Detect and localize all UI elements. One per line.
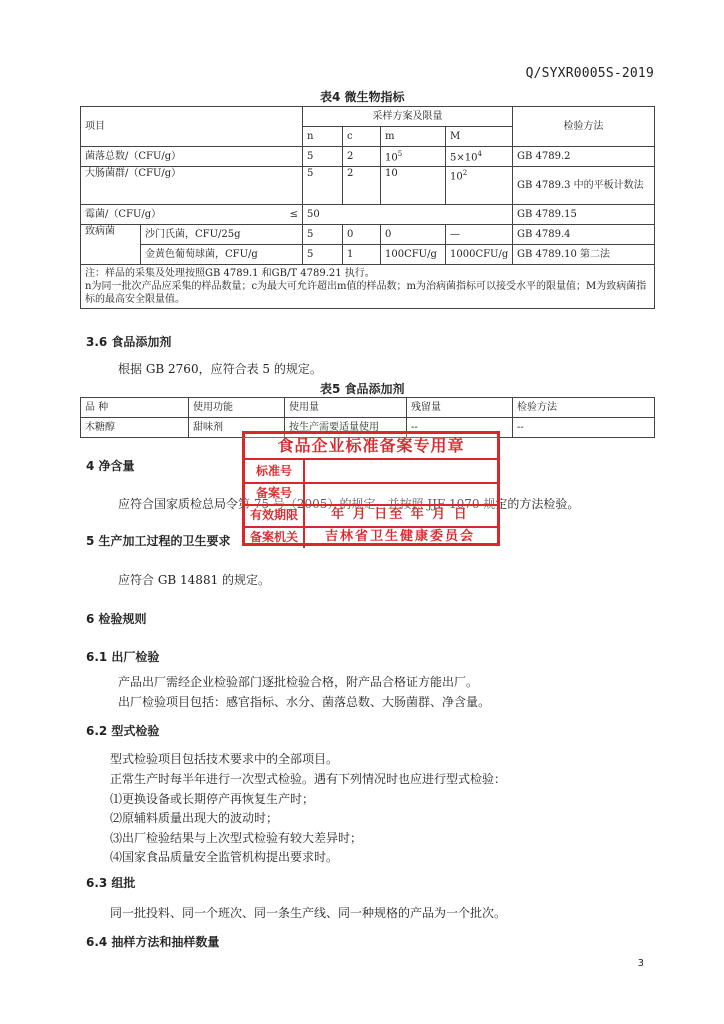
section-title: 6.1 出厂检验	[86, 650, 160, 664]
head-M: M	[446, 127, 513, 147]
table-row	[81, 205, 655, 225]
head-method: 检验方法	[513, 398, 655, 418]
row-method: GB 4789.4	[513, 225, 655, 245]
row-M-exp: 4	[477, 150, 482, 159]
paragraph: 型式检验项目包括技术要求中的全部项目。	[110, 752, 339, 766]
row-M: —	[446, 225, 513, 245]
row-c: 1	[343, 245, 381, 265]
stamp-title: 食品企业标准备案专用章	[245, 434, 497, 460]
stamp-value: 吉林省卫生健康委员会	[324, 529, 475, 544]
list-item: ⑵原辅料质量出现大的波动时；	[110, 811, 279, 825]
list-item: ⑷国家食品质量安全监管机构提出要求时。	[110, 850, 339, 864]
section-title: 3.6 食品添加剂	[86, 335, 172, 349]
stamp-row	[245, 460, 497, 484]
list-item: ⑴更换设备或长期停产再恢复生产时；	[110, 792, 315, 806]
row-M	[446, 147, 513, 167]
row-M: 1000CFU/g	[446, 245, 513, 265]
row-item: 沙门氏菌，CFU/25g	[141, 225, 303, 245]
section-title: 5 生产加工过程的卫生要求	[86, 534, 231, 548]
head-n: n	[303, 127, 343, 147]
paragraph: 同一批投料、同一个班次、同一条生产线、同一种规格的产品为一个批次。	[110, 906, 507, 920]
section-title: 6.4 抽样方法和抽样数量	[86, 935, 220, 949]
list-item: ⑶出厂检验结果与上次型式检验有较大差异时；	[110, 831, 363, 845]
stamp-key: 备案号	[245, 482, 305, 504]
row-c: 2	[343, 167, 381, 205]
row-n: 5	[303, 167, 343, 205]
row-M-base: 5×10	[450, 152, 478, 164]
head-test-method: 检验方法	[513, 107, 655, 147]
row-limit: 50	[303, 205, 513, 225]
head-function: 使用功能	[189, 398, 285, 418]
row-method: GB 4789.15	[513, 205, 655, 225]
row-item: 菌落总数/（CFU/g）	[81, 147, 303, 167]
paragraph: 应符合国家质检总局令第 75 号（2005）的规定，并按照 JJF 1070 规定的方法检验。	[118, 497, 580, 511]
paragraph: 出厂检验项目包括：感官指标、水分、菌落总数、大肠菌群、净含量。	[118, 695, 491, 709]
cell-variety: 木糖醇	[81, 418, 189, 438]
row-item: 金黄色葡萄球菌，CFU/g	[141, 245, 303, 265]
head-residue: 残留量	[407, 398, 513, 418]
document-id: Q/SYXR0005S-2019	[525, 66, 654, 81]
row-item: 大肠菌群/（CFU/g）	[81, 167, 303, 205]
row-m-base: 10	[385, 152, 398, 164]
row-M-exp: 2	[462, 169, 468, 177]
table-row	[81, 167, 655, 205]
stamp-value	[307, 482, 493, 504]
row-item-label: 霉菌/（CFU/g）	[85, 209, 162, 220]
row-m: 10	[381, 167, 446, 205]
row-M-base: 10	[450, 171, 463, 183]
note-line: 注：样品的采集及处理按照GB 4789.1 和GB/T 4789.21 执行。	[85, 268, 375, 279]
table5-caption: 表5 食品添加剂	[320, 382, 405, 396]
row-n: 5	[303, 147, 343, 167]
cell-method: --	[513, 418, 655, 438]
page-number: 3	[637, 958, 644, 969]
paragraph: 正常生产时每半年进行一次型式检验。遇有下列情况时也应进行型式检验：	[110, 772, 507, 786]
table-row	[81, 225, 655, 245]
row-method: GB 4789.2	[513, 147, 655, 167]
head-m: m	[381, 127, 446, 147]
stamp-value	[307, 460, 493, 482]
table4-caption: 表4 微生物指标	[320, 90, 405, 104]
stamp-key: 有效期限	[245, 504, 305, 526]
record-stamp	[242, 431, 500, 546]
row-item	[81, 205, 303, 225]
table-row	[81, 245, 655, 265]
note-line: n为同一批次产品应采集的样品数量；c为最大可允许超出m值的样品数；m为治病菌指标可以接受水平的限量值；M为致病菌指标的最高安全限量值。	[85, 281, 647, 305]
table-note	[81, 265, 655, 309]
row-m	[381, 147, 446, 167]
row-group: 致病菌	[81, 225, 141, 265]
head-c: c	[343, 127, 381, 147]
row-le-symbol: ≤	[289, 209, 298, 220]
stamp-row	[245, 526, 497, 548]
cell-residue: --	[407, 418, 513, 438]
section-title: 4 净含量	[86, 459, 135, 473]
paragraph: 根据 GB 2760，应符合表 5 的规定。	[118, 362, 322, 376]
microbial-table	[80, 106, 655, 309]
row-method: GB 4789.10 第二法	[513, 245, 655, 265]
paragraph: 产品出厂需经企业检验部门逐批检验合格，附产品合格证方能出厂。	[118, 675, 479, 689]
row-n: 5	[303, 225, 343, 245]
cell-function: 甜味剂	[189, 418, 285, 438]
row-n: 5	[303, 245, 343, 265]
paragraph: 应符合 GB 14881 的规定。	[118, 573, 271, 587]
table-row	[81, 147, 655, 167]
row-method: GB 4789.3 中的平板计数法	[513, 167, 655, 205]
row-m-exp: 5	[397, 150, 403, 159]
head-dosage: 使用量	[285, 398, 407, 418]
head-variety: 品 种	[81, 398, 189, 418]
head-sampling-plan: 采样方案及限量	[303, 107, 513, 127]
stamp-value: 年 月 日至 年 月 日	[331, 507, 469, 522]
section-title: 6 检验规则	[86, 612, 147, 626]
head-item: 项目	[81, 107, 303, 147]
row-c: 0	[343, 225, 381, 245]
section-title: 6.2 型式检验	[86, 724, 160, 738]
stamp-key: 标准号	[245, 460, 305, 482]
cell-dosage: 按生产需要适量使用	[285, 418, 407, 438]
row-m: 100CFU/g	[381, 245, 446, 265]
section-title: 6.3 组批	[86, 876, 136, 890]
row-M	[446, 167, 513, 205]
row-c: 2	[343, 147, 381, 167]
stamp-key: 备案机关	[245, 526, 305, 548]
stamp-row	[245, 482, 497, 506]
row-m: 0	[381, 225, 446, 245]
stamp-row	[245, 504, 497, 528]
